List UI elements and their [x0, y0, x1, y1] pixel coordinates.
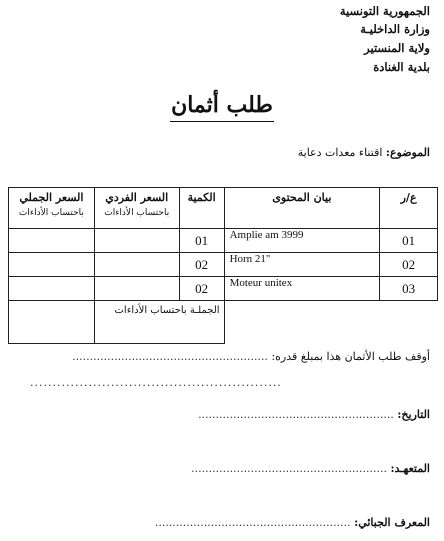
total-label: الجملـة باحتساب الأداءات: [94, 301, 224, 344]
header-unit-price-sub: باحتساب الأداءات: [104, 208, 170, 218]
header-total-price-sub: باحتساب الأداءات: [18, 208, 84, 218]
contractor-label: المتعهـد:: [390, 462, 430, 475]
cell-quantity: 01: [179, 229, 224, 253]
cell-description: Amplie am 3999: [224, 229, 380, 253]
amount-dots-continued[interactable]: ........................................................: [30, 376, 282, 389]
amount-label: أوقف طلب الأثمان هذا بمبلغ قدره:: [271, 350, 430, 363]
cell-description: Horn 21": [224, 253, 380, 277]
cell-total-price[interactable]: [9, 229, 95, 253]
header-total-price-label: السعر الجملي: [19, 191, 84, 204]
title-underline: [170, 121, 274, 122]
table-row: [9, 277, 438, 301]
cell-num: 01: [380, 229, 438, 253]
tax-id-dots[interactable]: ........................................................: [154, 516, 351, 529]
header-line-republic: الجمهورية التونسية: [339, 4, 430, 18]
contractor-dots[interactable]: ........................................................: [191, 462, 387, 475]
tax-id-field: [155, 516, 430, 529]
cell-quantity: 02: [179, 277, 224, 301]
subject-label: الموضوع:: [385, 146, 430, 159]
total-row-blank: [224, 301, 437, 344]
cell-total-price[interactable]: [9, 253, 95, 277]
header-num: ع/ر: [380, 188, 438, 229]
contractor-field: [191, 462, 430, 475]
tax-id-label: المعرف الجبائي:: [354, 516, 430, 529]
cell-unit-price[interactable]: [94, 229, 179, 253]
date-field: [198, 408, 430, 421]
header-description: بيان المحتوى: [224, 188, 380, 229]
table-header-row: [9, 188, 438, 229]
cell-unit-price[interactable]: [94, 253, 179, 277]
header-unit-price: [94, 188, 179, 229]
subject-value: اقتناء معدات دعاية: [297, 146, 383, 159]
header-line-municipality: بلدية الغنادة: [373, 60, 430, 74]
table-row: [9, 229, 438, 253]
price-request-table: [8, 187, 438, 344]
cell-description: Moteur unitex: [224, 277, 380, 301]
cell-num: 02: [380, 253, 438, 277]
date-label: التاريخ:: [397, 408, 430, 421]
cell-quantity: 02: [179, 253, 224, 277]
cell-grand-total[interactable]: [9, 301, 95, 344]
subject-line: [298, 146, 430, 159]
header-quantity: الكمية: [179, 188, 224, 229]
date-dots[interactable]: ........................................................: [198, 408, 394, 421]
amount-dots[interactable]: ........................................................: [72, 350, 268, 363]
cell-num: 03: [380, 277, 438, 301]
table-row: [9, 253, 438, 277]
cell-unit-price[interactable]: [94, 277, 179, 301]
header-line-ministry: وزارة الداخليـة: [360, 22, 430, 36]
header-total-price: [9, 188, 95, 229]
amount-field: [72, 350, 430, 363]
cell-total-price[interactable]: [9, 277, 95, 301]
header-unit-price-label: السعر الفردي: [105, 191, 169, 204]
document-title: طلب أثمان: [171, 92, 273, 118]
table-total-row: [9, 301, 438, 344]
header-line-governorate: ولاية المنستير: [364, 41, 430, 55]
